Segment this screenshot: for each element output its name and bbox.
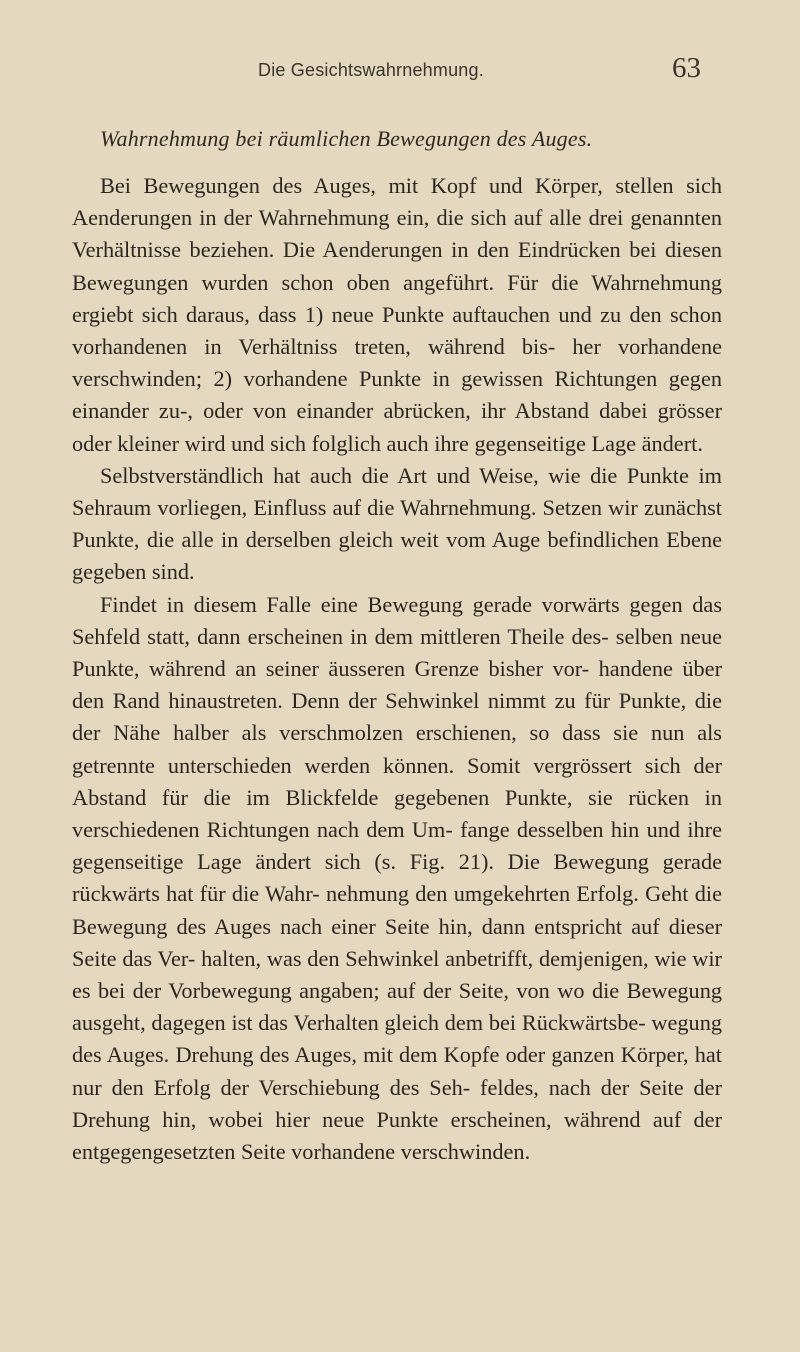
paragraph: Bei Bewegungen des Auges, mit Kopf und Körper, stellen sich Aenderungen in der Wahrnehmung ein, die sich auf alle drei genannten Verhältnisse beziehen. Die Aenderungen in den Eindrücken bei diesen Bewegungen wurden schon oben angeführt. Für die Wahrnehmung ergiebt sich daraus, dass 1) neue Punkte auftauchen und zu den schon vorhandenen in Verhältniss treten, während bis- her vorhandene verschwinden; 2) vorhandene Punkte in gewissen Richtungen gegen einander zu-, oder von einander abrücken, ihr Abstand dabei grösser oder kleiner wird und sich folglich auch ihre gegenseitige Lage ändert. [72, 173, 722, 456]
running-title: Die Gesichtswahrnehmung. [258, 60, 484, 80]
section-heading: Wahrnehmung bei räumlichen Bewegungen des Auges. [100, 126, 593, 151]
running-header [0, 52, 800, 88]
page-number: 63 [672, 52, 701, 84]
paragraph: Findet in diesem Falle eine Bewegung gerade vorwärts gegen das Sehfeld statt, dann erscheinen in dem mittleren Theile des- selben neue Punkte, während an seiner äusseren Grenze bisher vor- handene über den Rand hinaustreten. Denn der Sehwinkel nimmt zu für Punkte, die der Nähe halber als verschmolzen erschienen, so dass sie nun als getrennte unterschieden werden können. Somit vergrössert sich der Abstand für die im Blickfelde gegebenen Punkte, sie rücken in verschiedenen Richtungen nach dem Um- fange desselben hin und ihre gegenseitige Lage ändert sich (s. Fig. 21). Die Bewegung gerade rückwärts hat für die Wahr- nehmung den umgekehrten Erfolg. Geht die Bewegung des Auges nach einer Seite hin, dann entspricht auf dieser Seite das Ver- halten, was den Sehwinkel anbetrifft, demjenigen, wie wir es bei der Vorbewegung angaben; auf der Seite, von wo die Bewegung ausgeht, dagegen ist das Verhalten gleich dem bei Rückwärtsbe- wegung des Auges. Drehung des Auges, mit dem Kopfe oder ganzen Körper, hat nur den Erfolg der Verschiebung des Seh- feldes, nach der Seite der Drehung hin, wobei hier neue Punkte erscheinen, während auf der entgegengesetzten Seite vorhandene verschwinden. [72, 591, 722, 1165]
body-text [72, 170, 722, 1168]
paragraph: Selbstverständlich hat auch die Art und Weise, wie die Punkte im Sehraum vorliegen, Einfluss auf die Wahrnehmung. Setzen wir zunächst Punkte, die alle in derselben gleich weit vom Auge befindlichen Ebene gegeben sind. [72, 462, 722, 585]
